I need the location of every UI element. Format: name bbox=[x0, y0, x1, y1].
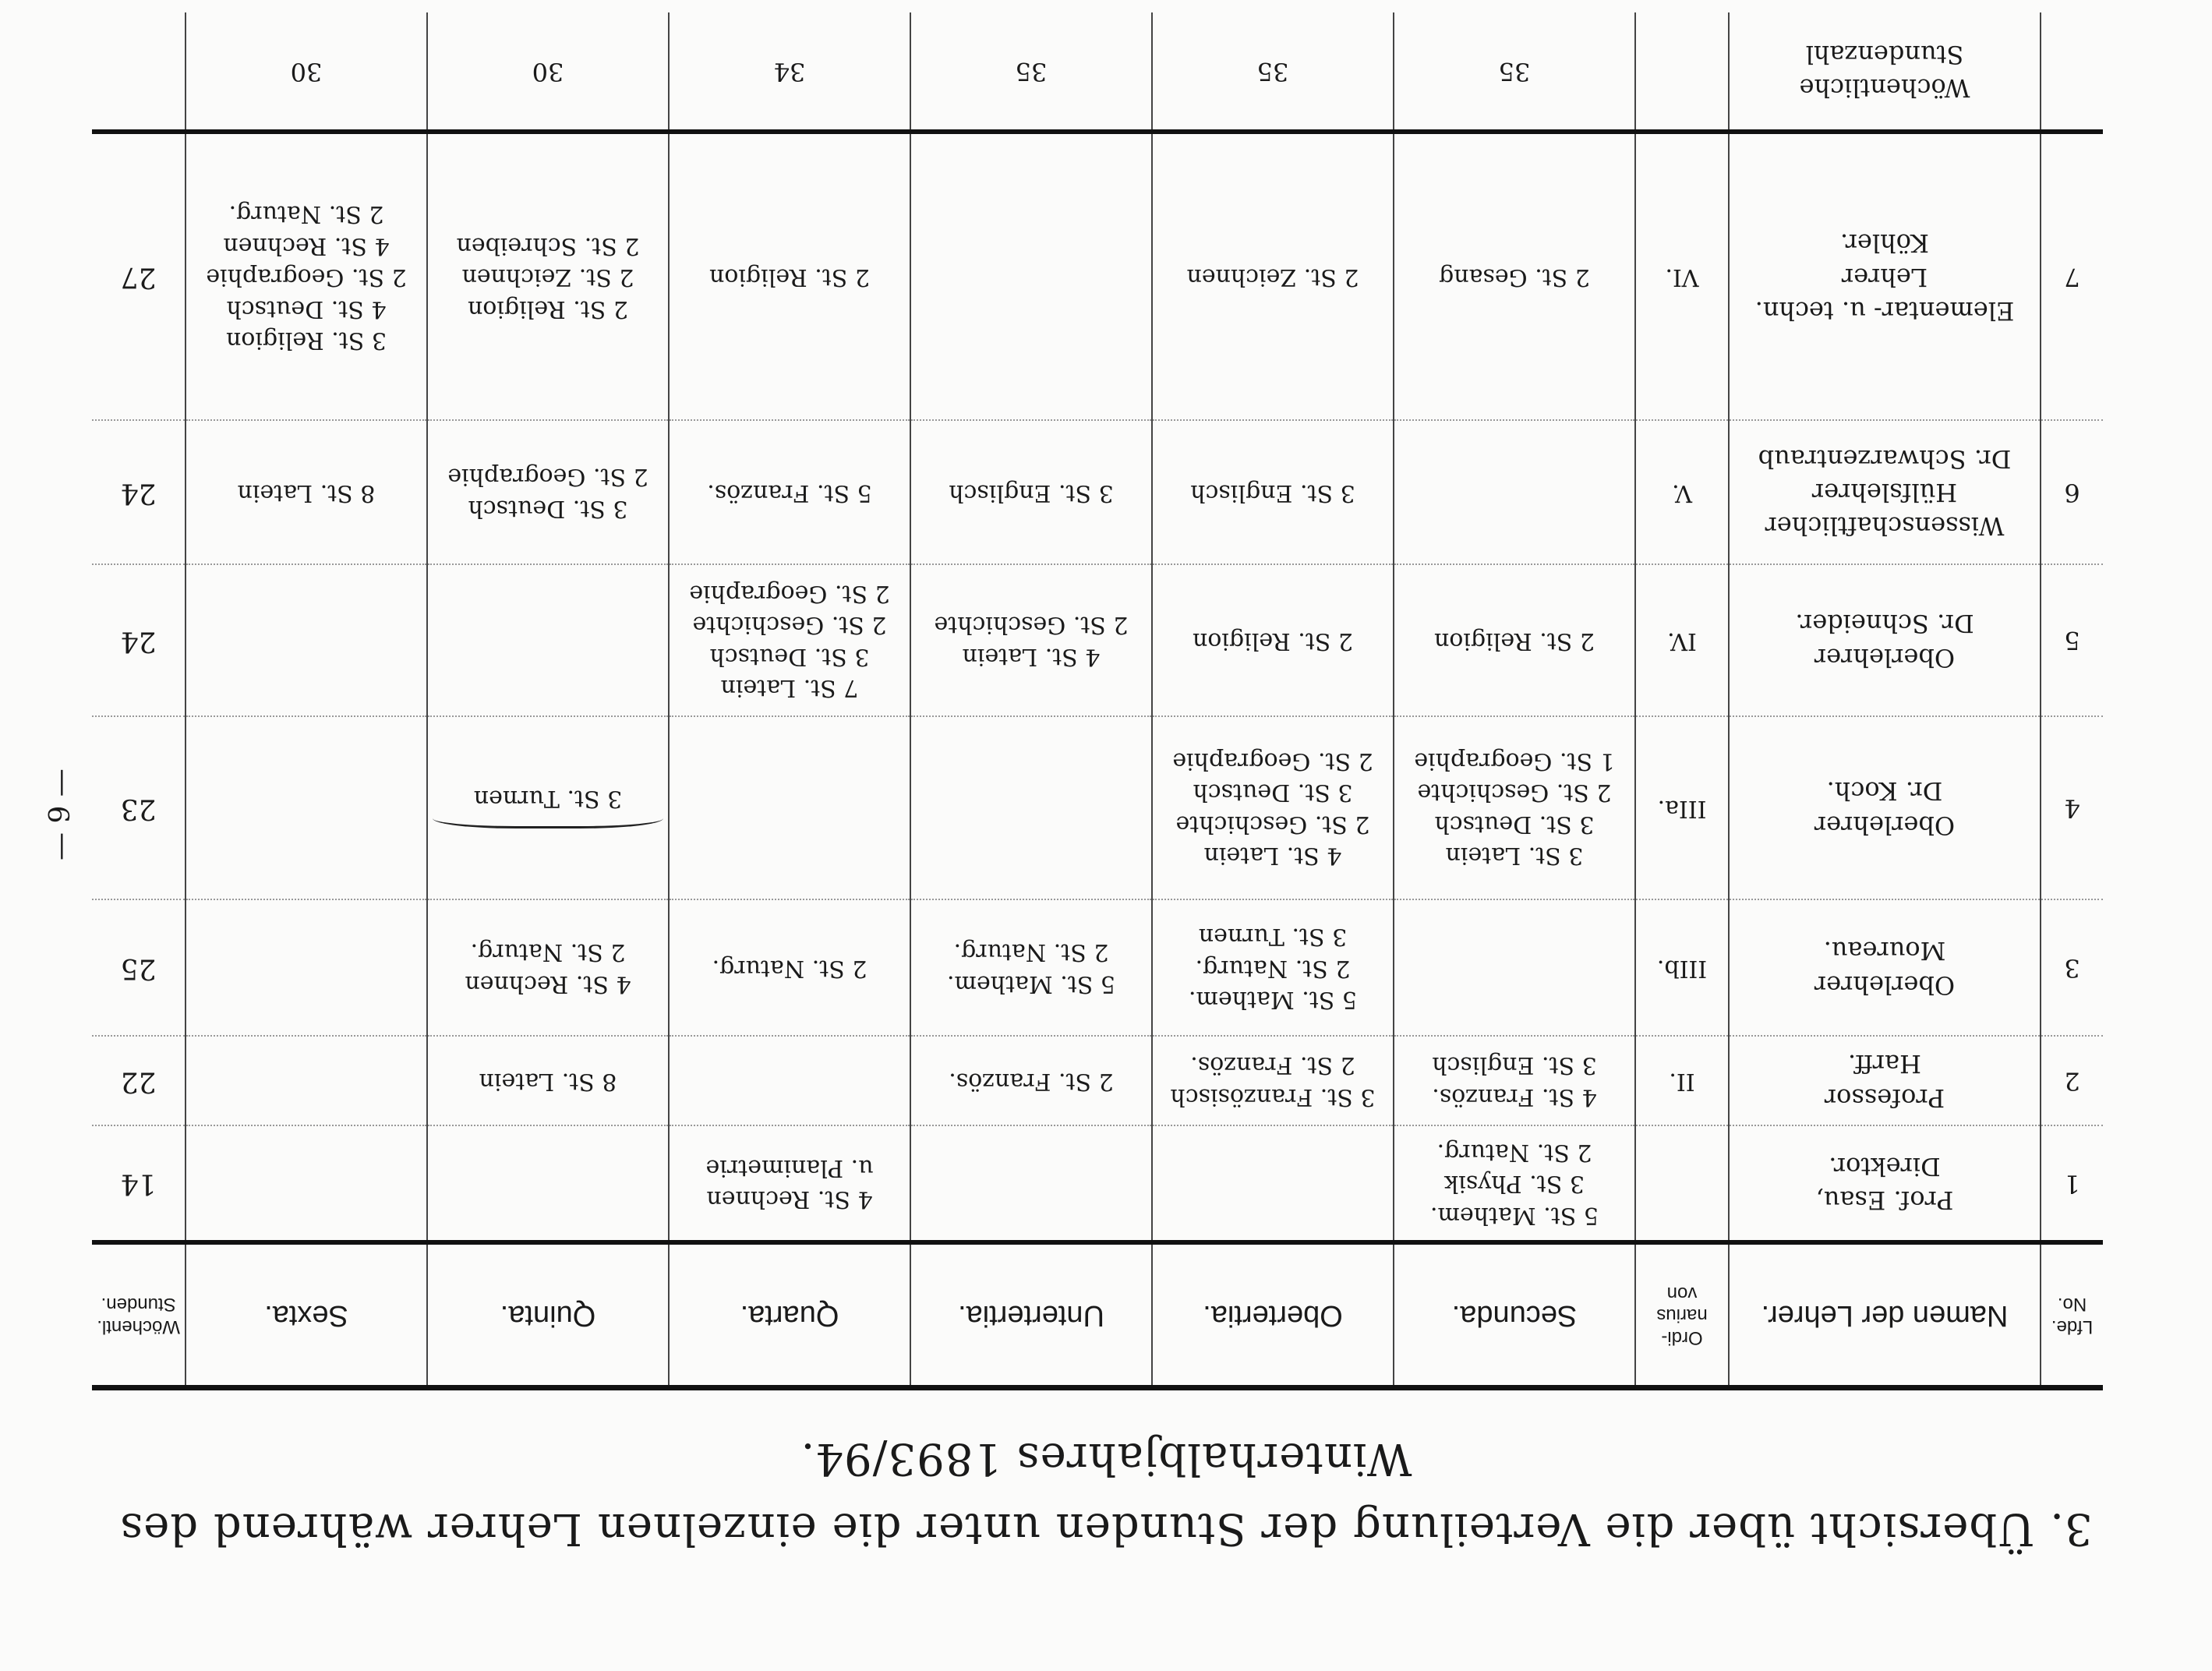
cell-sexta: 8 St. Latein bbox=[186, 420, 427, 564]
ordinarius-class: VI. bbox=[1635, 132, 1729, 420]
cell-obertertia: 5 St. Mathem. 2 St. Naturg. 3 St. Turnen bbox=[1152, 899, 1394, 1036]
row-number: 4 bbox=[2041, 716, 2103, 899]
cell-quarta: 2 St. Religion bbox=[669, 132, 910, 420]
footer-blank bbox=[2041, 12, 2103, 132]
weekly-hours: 14 bbox=[92, 1125, 186, 1242]
row-number: 2 bbox=[2041, 1036, 2103, 1125]
table-row bbox=[92, 564, 2103, 716]
footer-blank bbox=[1635, 12, 1729, 132]
teacher-name: Wissenschaftlicher Hülfslehrer Dr. Schwarzentraub bbox=[1729, 420, 2041, 564]
cell-untertertia: 5 St. Mathem. 2 St. Naturg. bbox=[910, 899, 1152, 1036]
header-ordinarius: Ordi- narius von bbox=[1635, 1242, 1729, 1388]
cell-sexta bbox=[186, 564, 427, 716]
ordinarius-class: IV. bbox=[1635, 564, 1729, 716]
cell-quinta bbox=[427, 716, 669, 899]
cell-obertertia: 3 St. Englisch bbox=[1152, 420, 1394, 564]
cell-quarta: 2 St. Naturg. bbox=[669, 899, 910, 1036]
document-subtitle: Winterhalbjahres 1893/94. bbox=[800, 1433, 1412, 1484]
schedule-table bbox=[92, 12, 2103, 1390]
cell-secunda: 2 St. Religion bbox=[1394, 564, 1635, 716]
total-sexta: 30 bbox=[186, 12, 427, 132]
header-row bbox=[92, 1242, 2103, 1388]
cell-quinta: 8 St. Latein bbox=[427, 1036, 669, 1125]
cell-quarta: 4 St. Rechnen u. Planimetrie bbox=[669, 1125, 910, 1242]
teacher-name: Prof. Esau, Direktor. bbox=[1729, 1125, 2041, 1242]
total-untertertia: 35 bbox=[910, 12, 1152, 132]
cell-secunda: 5 St. Mathem. 3 St. Physik 2 St. Naturg. bbox=[1394, 1125, 1635, 1242]
teacher-name: Oberlehrer Dr. Schneider. bbox=[1729, 564, 2041, 716]
ordinarius-class: IIIb. bbox=[1635, 899, 1729, 1036]
row-number: 7 bbox=[2041, 132, 2103, 420]
teacher-name: Professor Harff. bbox=[1729, 1036, 2041, 1125]
ordinarius-class bbox=[1635, 1125, 1729, 1242]
page-number: — 9 — bbox=[44, 768, 76, 860]
cell-untertertia: 2 St. Französ. bbox=[910, 1036, 1152, 1125]
header-stunden: Wöchentl. Stunden. bbox=[92, 1242, 186, 1388]
weekly-hours: 22 bbox=[92, 1036, 186, 1125]
cell-untertertia bbox=[910, 716, 1152, 899]
weekly-hours: 23 bbox=[92, 716, 186, 899]
cell-quinta bbox=[427, 1125, 669, 1242]
total-secunda: 35 bbox=[1394, 12, 1635, 132]
total-quarta: 34 bbox=[669, 12, 910, 132]
cell-obertertia: 2 St. Zeichnen bbox=[1152, 132, 1394, 420]
cell-untertertia: 3 St. Englisch bbox=[910, 420, 1152, 564]
cell-quinta-text: 3 St. Turnen bbox=[473, 785, 623, 813]
weekly-hours: 25 bbox=[92, 899, 186, 1036]
cell-sexta bbox=[186, 716, 427, 899]
footer-blank bbox=[92, 12, 186, 132]
cell-quarta bbox=[669, 1036, 910, 1125]
cell-sexta bbox=[186, 1036, 427, 1125]
header-quinta: Quinta. bbox=[427, 1242, 669, 1388]
table-row bbox=[92, 1125, 2103, 1242]
cell-sexta bbox=[186, 899, 427, 1036]
row-number: 3 bbox=[2041, 899, 2103, 1036]
document-title: 3. Übersicht über die Verteilung der Stunden unter die einzelnen Lehrer während des bbox=[119, 1503, 2093, 1554]
header-quarta: Quarta. bbox=[669, 1242, 910, 1388]
span-brace bbox=[433, 818, 663, 828]
row-number: 1 bbox=[2041, 1125, 2103, 1242]
teacher-name: Oberlehrer Dr. Koch. bbox=[1729, 716, 2041, 899]
weekly-hours: 24 bbox=[92, 420, 186, 564]
header-lfde-no: Lfde. No. bbox=[2041, 1242, 2103, 1388]
cell-sexta bbox=[186, 1125, 427, 1242]
header-untertertia: Untertertia. bbox=[910, 1242, 1152, 1388]
cell-sexta: 3 St. Religion 4 St. Deutsch 2 St. Geographie 4 St. Rechnen 2 St. Naturg. bbox=[186, 132, 427, 420]
cell-quinta: 2 St. Religion 2 St. Zeichnen 2 St. Schreiben bbox=[427, 132, 669, 420]
weekly-hours: 24 bbox=[92, 564, 186, 716]
cell-untertertia: 4 St. Latein 2 St. Geschichte bbox=[910, 564, 1152, 716]
table-row bbox=[92, 1036, 2103, 1125]
table-row bbox=[92, 716, 2103, 899]
cell-secunda: 3 St. Latein 3 St. Deutsch 2 St. Geschichte 1 St. Geographie bbox=[1394, 716, 1635, 899]
footer-label: Wöchentliche Stundenzahl bbox=[1729, 12, 2041, 132]
cell-quarta: 7 St. Latein 3 St. Deutsch 2 St. Geschichte 2 St. Geographie bbox=[669, 564, 910, 716]
cell-obertertia bbox=[1152, 1125, 1394, 1242]
ordinarius-class: II. bbox=[1635, 1036, 1729, 1125]
header-sexta: Sexta. bbox=[186, 1242, 427, 1388]
total-quinta: 30 bbox=[427, 12, 669, 132]
cell-secunda: 4 St. Französ. 3 St. Englisch bbox=[1394, 1036, 1635, 1125]
header-obertertia: Obertertia. bbox=[1152, 1242, 1394, 1388]
cell-untertertia bbox=[910, 132, 1152, 420]
cell-quinta bbox=[427, 564, 669, 716]
header-secunda: Secunda. bbox=[1394, 1242, 1635, 1388]
header-namen: Namen der Lehrer. bbox=[1729, 1242, 2041, 1388]
teacher-name: Oberlehrer Moureau. bbox=[1729, 899, 2041, 1036]
table-row bbox=[92, 420, 2103, 564]
ordinarius-class: IIIa. bbox=[1635, 716, 1729, 899]
cell-quinta: 3 St. Deutsch 2 St. Geographie bbox=[427, 420, 669, 564]
row-number: 6 bbox=[2041, 420, 2103, 564]
cell-quarta: 5 St. Französ. bbox=[669, 420, 910, 564]
footer-row bbox=[92, 12, 2103, 132]
cell-obertertia: 2 St. Religion bbox=[1152, 564, 1394, 716]
cell-secunda bbox=[1394, 420, 1635, 564]
cell-untertertia bbox=[910, 1125, 1152, 1242]
total-obertertia: 35 bbox=[1152, 12, 1394, 132]
cell-quarta bbox=[669, 716, 910, 899]
weekly-hours: 27 bbox=[92, 132, 186, 420]
table-row bbox=[92, 899, 2103, 1036]
cell-obertertia: 4 St. Latein 2 St. Geschichte 3 St. Deutsch 2 St. Geographie bbox=[1152, 716, 1394, 899]
teacher-name: Elementar- u. techn. Lehrer Köhler. bbox=[1729, 132, 2041, 420]
cell-secunda: 2 St. Gesang bbox=[1394, 132, 1635, 420]
cell-obertertia: 3 St. Französisch 2 St. Französ. bbox=[1152, 1036, 1394, 1125]
cell-quinta: 4 St. Rechnen 2 St. Naturg. bbox=[427, 899, 669, 1036]
cell-secunda bbox=[1394, 899, 1635, 1036]
ordinarius-class: V. bbox=[1635, 420, 1729, 564]
row-number: 5 bbox=[2041, 564, 2103, 716]
table-row bbox=[92, 132, 2103, 420]
